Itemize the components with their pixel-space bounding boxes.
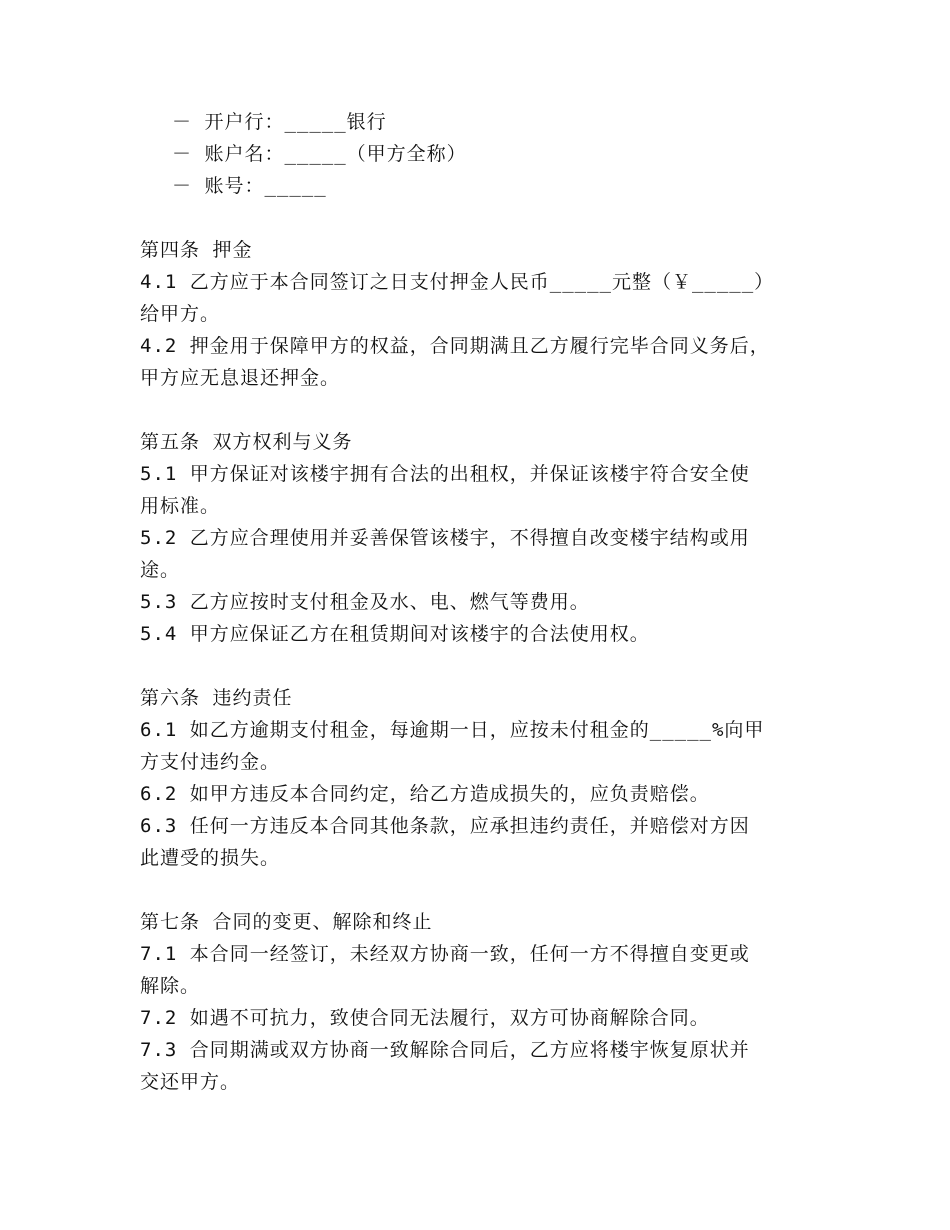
section-5-title: 第五条 双方权利与义务 bbox=[140, 431, 353, 453]
clause-5-1-line-1: 5.1 甲方保证对该楼宇拥有合法的出租权，并保证该楼宇符合安全使 bbox=[140, 463, 750, 485]
clause-5-2-line-2: 途。 bbox=[140, 559, 181, 581]
account-name-line: － 账户名：_____（甲方全称） bbox=[172, 143, 467, 165]
clause-4-1-line-2: 给甲方。 bbox=[140, 303, 221, 325]
clause-5-4: 5.4 甲方应保证乙方在租赁期间对该楼宇的合法使用权。 bbox=[140, 623, 650, 645]
clause-4-2-line-1: 4.2 押金用于保障甲方的权益，合同期满且乙方履行完毕合同义务后， bbox=[140, 335, 770, 357]
clause-5-3: 5.3 乙方应按时支付租金及水、电、燃气等费用。 bbox=[140, 591, 590, 613]
clause-7-3-line-1: 7.3 合同期满或双方协商一致解除合同后，乙方应将楼宇恢复原状并 bbox=[140, 1039, 750, 1061]
clause-7-1-line-1: 7.1 本合同一经签订，未经双方协商一致，任何一方不得擅自变更或 bbox=[140, 943, 750, 965]
clause-6-3-line-2: 此遭受的损失。 bbox=[140, 847, 281, 869]
clause-7-3-line-2: 交还甲方。 bbox=[140, 1071, 241, 1093]
bank-name-line: － 开户行：_____银行 bbox=[172, 111, 387, 133]
clause-4-1-line-1: 4.1 乙方应于本合同签订之日支付押金人民币_____元整（￥_____） bbox=[140, 271, 775, 293]
clause-6-1-line-2: 方支付违约金。 bbox=[140, 751, 281, 773]
section-4-title: 第四条 押金 bbox=[140, 239, 253, 261]
clause-6-2: 6.2 如甲方违反本合同约定，给乙方造成损失的，应负责赔偿。 bbox=[140, 783, 710, 805]
section-7-title: 第七条 合同的变更、解除和终止 bbox=[140, 911, 433, 933]
clause-6-3-line-1: 6.3 任何一方违反本合同其他条款，应承担违约责任，并赔偿对方因 bbox=[140, 815, 750, 837]
clause-6-1-line-1: 6.1 如乙方逾期支付租金，每逾期一日，应按未付租金的_____%向甲 bbox=[140, 719, 765, 741]
clause-5-1-line-2: 用标准。 bbox=[140, 495, 221, 517]
account-number-line: － 账号：_____ bbox=[172, 175, 327, 197]
clause-7-2: 7.2 如遇不可抗力，致使合同无法履行，双方可协商解除合同。 bbox=[140, 1007, 710, 1029]
clause-4-2-line-2: 甲方应无息退还押金。 bbox=[140, 367, 341, 389]
section-6-title: 第六条 违约责任 bbox=[140, 687, 293, 709]
clause-7-1-line-2: 解除。 bbox=[140, 975, 201, 997]
clause-5-2-line-1: 5.2 乙方应合理使用并妥善保管该楼宇，不得擅自改变楼宇结构或用 bbox=[140, 527, 750, 549]
